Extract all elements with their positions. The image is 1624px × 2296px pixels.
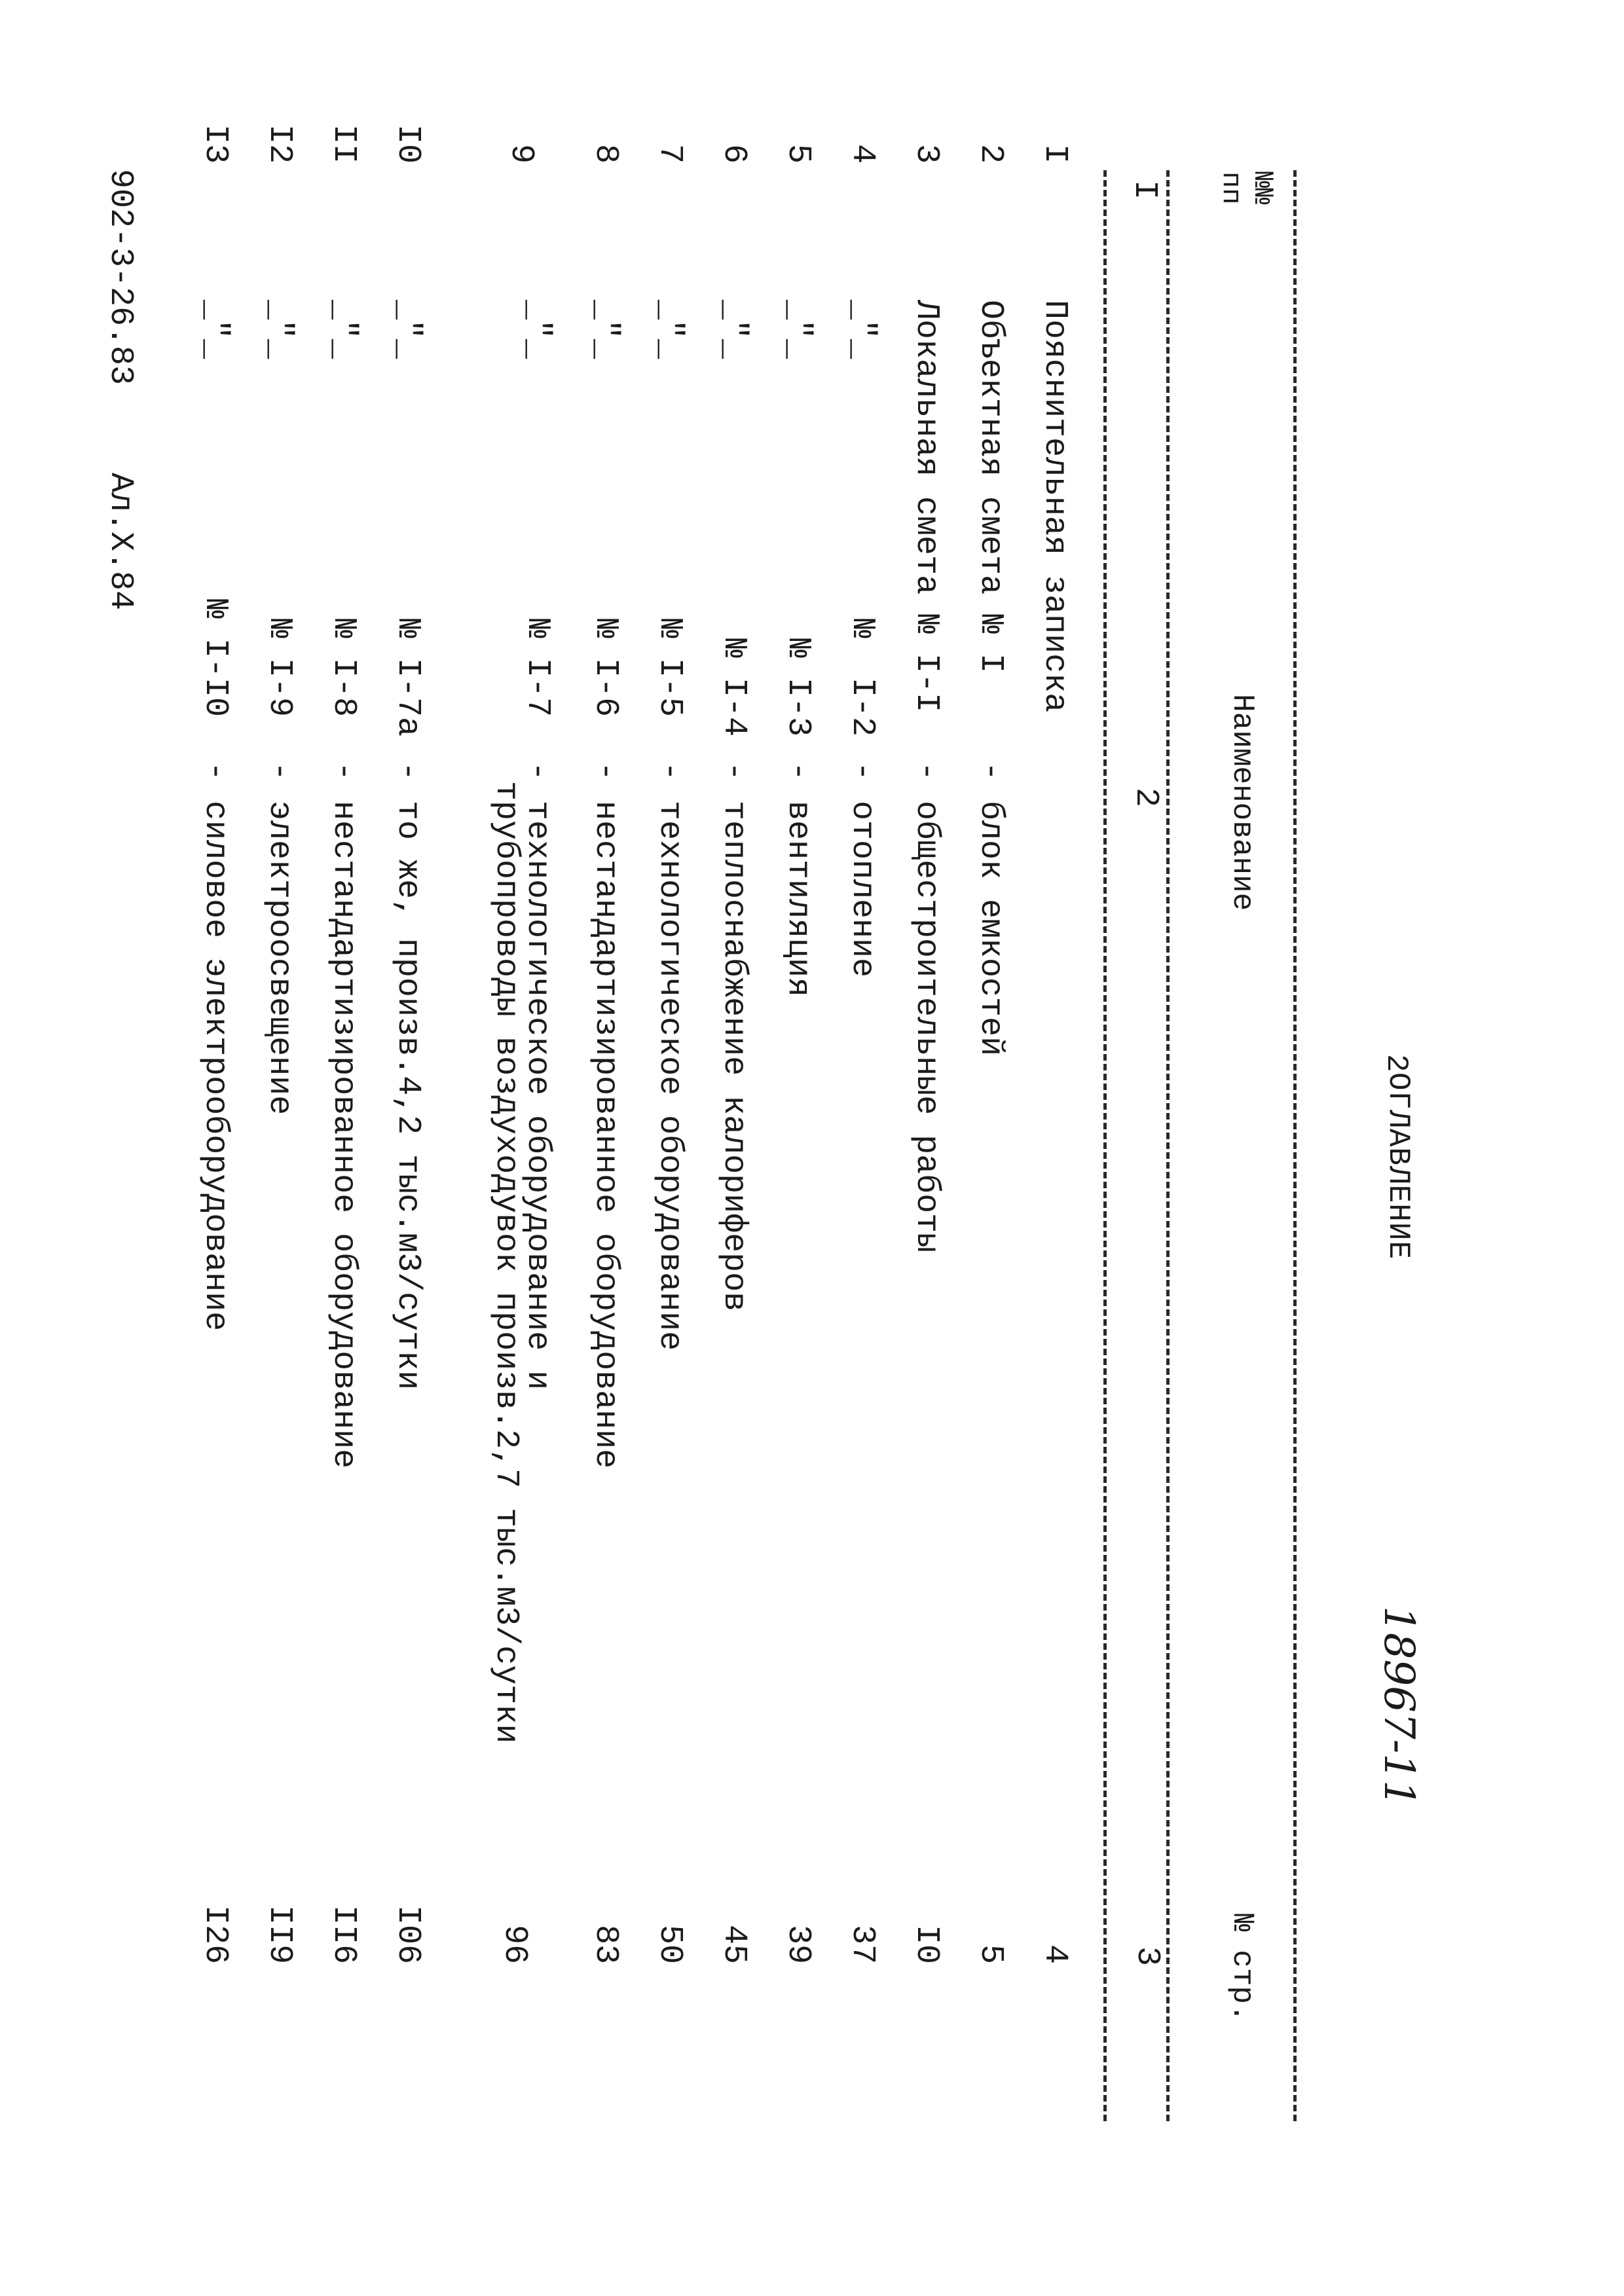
row-description: - вентиляция bbox=[779, 761, 817, 998]
album-number: Ал.Х.84 bbox=[101, 473, 139, 611]
row-page: 45 bbox=[715, 1924, 752, 1964]
document-title: ОГЛАВЛЕНИЕ bbox=[1381, 1072, 1415, 1260]
row-number: I3 bbox=[196, 124, 234, 164]
column-header-number: №№ пп bbox=[1215, 172, 1278, 205]
row-page: 50 bbox=[651, 1924, 688, 1964]
row-page: I0 bbox=[908, 1924, 945, 1964]
row-page: 96 bbox=[496, 1924, 533, 1964]
row-code: № I-4 bbox=[715, 638, 752, 737]
row-description: - отопление bbox=[843, 761, 881, 978]
row-description: - нестандартизированное оборудование bbox=[587, 761, 624, 1469]
row-title: _"_ bbox=[651, 300, 688, 359]
row-number: 5 bbox=[779, 143, 817, 164]
row-page: 83 bbox=[587, 1924, 624, 1964]
row-title: _"_ bbox=[587, 300, 624, 359]
row-number: 3 bbox=[908, 143, 945, 164]
table-top-rule bbox=[1293, 170, 1297, 2121]
row-number: 9 bbox=[502, 143, 540, 164]
row-title: Объектная смета № I bbox=[972, 300, 1009, 674]
row-page: 37 bbox=[843, 1924, 881, 1964]
row-code: № I-3 bbox=[779, 638, 817, 737]
row-number: II bbox=[325, 124, 362, 164]
row-code: № I-2 bbox=[843, 619, 881, 737]
row-page: 39 bbox=[779, 1924, 817, 1964]
table-header-bottom-rule bbox=[1166, 170, 1170, 2121]
row-description: - электроосвещение bbox=[261, 761, 298, 1116]
row-title: _"_ bbox=[519, 300, 556, 359]
row-title: _"_ bbox=[779, 300, 817, 359]
row-number: 8 bbox=[587, 143, 624, 164]
row-page: II6 bbox=[325, 1904, 362, 1964]
row-page: 5 bbox=[972, 1944, 1009, 1964]
row-description: - общестроительные работы bbox=[908, 761, 945, 1253]
row-title: _"_ bbox=[715, 300, 752, 359]
row-code: № I-5 bbox=[651, 619, 688, 718]
row-title: Локальная смета № I-I bbox=[908, 300, 945, 713]
row-page: II9 bbox=[261, 1904, 298, 1964]
row-title: _"_ bbox=[389, 300, 426, 359]
row-number: I2 bbox=[261, 124, 298, 164]
row-description: - технологическое оборудование bbox=[651, 761, 688, 1351]
row-code: № I-7а bbox=[389, 619, 426, 737]
row-description: - технологическое оборудование и bbox=[519, 761, 556, 1391]
page-number: 2 bbox=[1379, 1054, 1413, 1072]
row-code: № I-I0 bbox=[196, 599, 234, 718]
row-code: № I-7 bbox=[519, 619, 556, 718]
row-number: 2 bbox=[972, 143, 1009, 164]
row-title: _"_ bbox=[261, 300, 298, 359]
row-description: - блок емкостей bbox=[972, 761, 1009, 1057]
column-header-page: № стр. bbox=[1225, 1914, 1259, 2022]
row-description: - нестандартизированное оборудование bbox=[325, 761, 362, 1469]
handwritten-stamp-number: 18967-11 bbox=[1375, 1606, 1423, 1807]
row-number: I bbox=[1036, 143, 1073, 164]
row-title: _"_ bbox=[196, 300, 234, 359]
row-description: - силовое электрооборудование bbox=[196, 761, 234, 1332]
row-number: 6 bbox=[715, 143, 752, 164]
column-header-name: Наименование bbox=[1225, 694, 1259, 911]
row-title: _"_ bbox=[325, 300, 362, 359]
row-description: - то же, произв.4,2 тыс.м3/сутки bbox=[389, 761, 426, 1391]
column-index-name: 2 bbox=[1127, 788, 1164, 808]
row-code: № I-6 bbox=[587, 619, 624, 718]
row-title: Пояснительная записка bbox=[1036, 300, 1073, 713]
row-code: № I-8 bbox=[325, 619, 362, 718]
row-number: 4 bbox=[843, 143, 881, 164]
row-code: № I-9 bbox=[261, 619, 298, 718]
row-page: I06 bbox=[389, 1904, 426, 1964]
project-code: 902-3-26.83 bbox=[101, 169, 139, 386]
row-number: I0 bbox=[389, 124, 426, 164]
row-number: 7 bbox=[651, 143, 688, 164]
column-index-number: I bbox=[1126, 180, 1163, 200]
row-page: I26 bbox=[196, 1904, 234, 1964]
table-index-rule bbox=[1103, 170, 1107, 2121]
row-description: - теплоснабжение калориферов bbox=[715, 761, 752, 1312]
row-description-continued: трубопроводы воздуходувок произв.2,7 тыс.м3/сутки bbox=[487, 781, 525, 1744]
column-index-page: 3 bbox=[1128, 1946, 1166, 1967]
row-page: 4 bbox=[1036, 1944, 1073, 1964]
row-title: _"_ bbox=[843, 300, 881, 359]
